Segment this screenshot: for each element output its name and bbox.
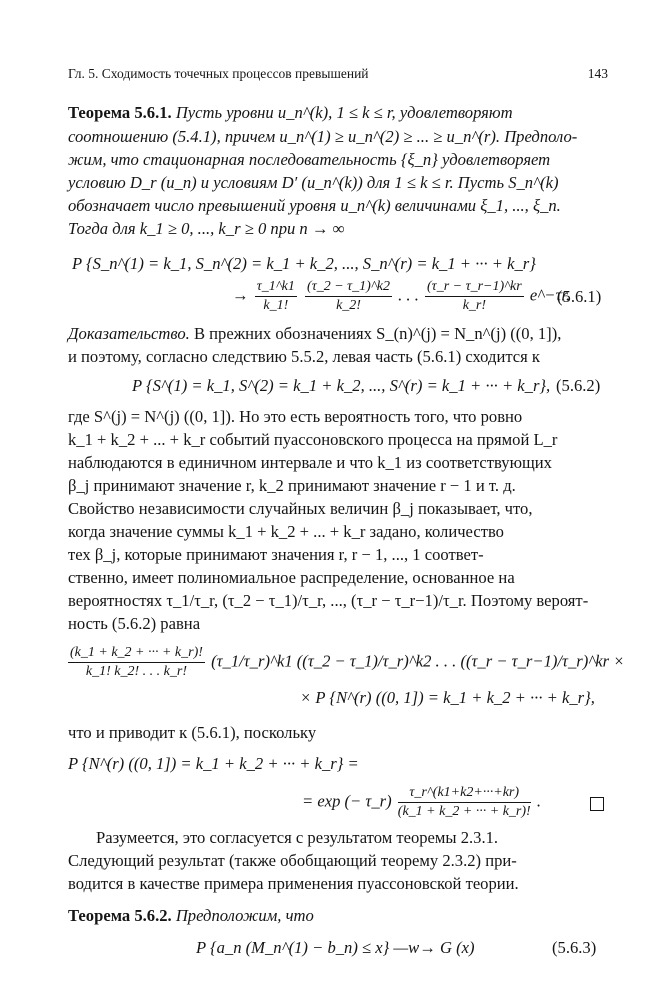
theorem-5-6-1-line-1: Теорема 5.6.1. Пусть уровни u_n^(k), 1 ≤ k ≤ r, удовлетворяют: [68, 103, 513, 122]
theorem-2-label: Теорема 5.6.2.: [68, 906, 172, 925]
para-1-line-9: вероятностях τ_1/τ_r, (τ_2 − τ_1)/τ_r, ..., (τ_r − τ_r−1)/τ_r. Поэтому вероят-: [68, 591, 589, 610]
equation-5-6-3: P {a_n (M_n^(1) − b_n) ≤ x} —w→ G (x): [196, 938, 475, 957]
theorem-label: Теорема 5.6.1.: [68, 103, 172, 122]
page-number: 143: [587, 66, 608, 81]
para-1-line-10: ность (5.6.2) равна: [68, 614, 201, 633]
para-2: что и приводит к (5.6.1), поскольку: [68, 723, 317, 742]
theorem-5-6-1-line-2: соотношению (5.4.1), причем u_n^(1) ≥ u_n^(2) ≥ ... ≥ u_n^(r). Предполо-: [68, 127, 578, 146]
para-1-line-3: наблюдаются в единичном интервале и что k_1 из соответствующих: [68, 453, 552, 472]
fraction-3: $\frac{(\tau\_r - \tau\_r-1)\^{}kr}{k\_r!}$: [427, 279, 522, 313]
para-1-line-6: когда значение суммы k_1 + k_2 + ... + k_r задано, количество: [68, 522, 504, 541]
equation-number-5-6-1: (5.6.1): [557, 287, 602, 306]
equation-exp-line-2: = exp (− τ_r) $\frac{\tau\_r\^{}(k1+k2+\cdot\cdot\cdot+kr)}{(k\_1 + k\_2 + \cdot\cdot\cdot + k\_r)!}$ .: [302, 785, 542, 819]
proof-label: Доказательство.: [68, 324, 190, 343]
theorem-5-6-1-line-4: условию D_r (u_n) и условиям D′ (u_n^(k)) для 1 ≤ k ≤ r. Пусть S_n^(k): [68, 173, 559, 192]
fraction-2: $\frac{(\tau\_2 - \tau\_1)\^{}k2}{k\_2!}$: [307, 279, 390, 313]
theorem-5-6-1-line-5: обозначает число превышений уровня u_n^(k) величинами ξ_1, ..., ξ_n.: [68, 196, 561, 215]
para-1-line-5: Свойство независимости случайных величин β_j показывает, что,: [68, 499, 533, 518]
proof-line-1: Доказательство. В прежних обозначениях S_(n)^(j) = N_n^(j) ((0, 1]),: [68, 324, 562, 343]
para-1-line-1: где S^(j) = N^(j) ((0, 1]). Но это есть вероятность того, что ровно: [68, 407, 523, 426]
para-3-line-1: Разумеется, это согласуется с результатом теоремы 2.3.1.: [96, 828, 499, 847]
para-1-line-2: k_1 + k_2 + ... + k_r событий пуассоновского процесса на прямой L_r: [68, 430, 558, 449]
equation-number-5-6-3: (5.6.3): [552, 938, 597, 957]
theorem-5-6-1-line-3: жим, что стационарная последовательность {ξ_n} удовлетворяет: [68, 150, 551, 169]
para-1-line-4: β_j принимают значение r, k_2 принимают значение r − 1 и т. д.: [68, 476, 516, 495]
fraction-factorials: $\frac{(k\_1 + k\_2 + \cdot\cdot\cdot + k\_r)!}{k\_1! k\_2! . . . k\_r!}$: [70, 645, 203, 679]
equation-5-6-1-line-1: P {S_n^(1) = k_1, S_n^(2) = k_1 + k_2, ..., S_n^(r) = k_1 + ··· + k_r}: [72, 254, 536, 273]
equation-multinomial-line-1: $\frac{(k\_1 + k\_2 + \cdot\cdot\cdot + k\_r)!}{k\_1! k\_2! . . . k\_r!}$ (τ_1/τ_r)^k1 ((τ_2 − τ_1)/τ_r)^k2 . . . ((τ_r − τ_r−1)/τ_r)^kr ×: [70, 645, 625, 679]
para-3-line-2: Следующий результат (также обобщающий теорему 2.3.2) при-: [68, 851, 517, 870]
running-header: [68, 66, 608, 82]
theorem-5-6-1-line-6: Тогда для k_1 ≥ 0, ..., k_r ≥ 0 при n → ∞: [68, 219, 345, 238]
qed-square-icon: [590, 797, 604, 811]
fraction-1: $\frac{\tau\_1\^{}k1}{k\_1!}$: [256, 279, 295, 313]
theorem-5-6-2-line: Теорема 5.6.2. Предположим, что: [68, 906, 314, 925]
equation-5-6-2: P {S^(1) = k_1, S^(2) = k_1 + k_2, ..., S^(r) = k_1 + ··· + k_r},: [132, 376, 551, 395]
equation-5-6-1-line-2: → $\frac{\tau\_1\^{}k1}{k\_1!}$ $\frac{(\tau\_2 - \tau\_1)\^{}k2}{k\_2!}$ . . . $\frac{(\tau\_r - \tau\_r-1)\^{}kr}{k\_r!}$ e^−τr.: [232, 279, 571, 313]
proof-line-2: и поэтому, согласно следствию 5.5.2, левая часть (5.6.1) сходится к: [68, 347, 540, 366]
equation-number-5-6-2: (5.6.2): [556, 376, 601, 395]
fraction-exp: $\frac{\tau\_r\^{}(k1+k2+\cdot\cdot\cdot+kr)}{(k\_1 + k\_2 + \cdot\cdot\cdot + k\_r)!}$: [397, 785, 531, 819]
running-title: Гл. 5. Сходимость точечных процессов превышений: [68, 66, 369, 81]
para-1-line-7: тех β_j, которые принимают значения r, r − 1, ..., 1 соответ-: [68, 545, 484, 564]
equation-exp-line-1: P {N^(r) ((0, 1]) = k_1 + k_2 + ··· + k_r} =: [68, 754, 359, 773]
para-3-line-3: водится в качестве примера применения пуассоновской теории.: [68, 874, 519, 893]
para-1-line-8: ственно, имеет полиномиальное распределение, основанное на: [68, 568, 515, 587]
equation-multinomial-line-2: × P {N^(r) ((0, 1]) = k_1 + k_2 + ··· + k_r},: [300, 688, 595, 707]
